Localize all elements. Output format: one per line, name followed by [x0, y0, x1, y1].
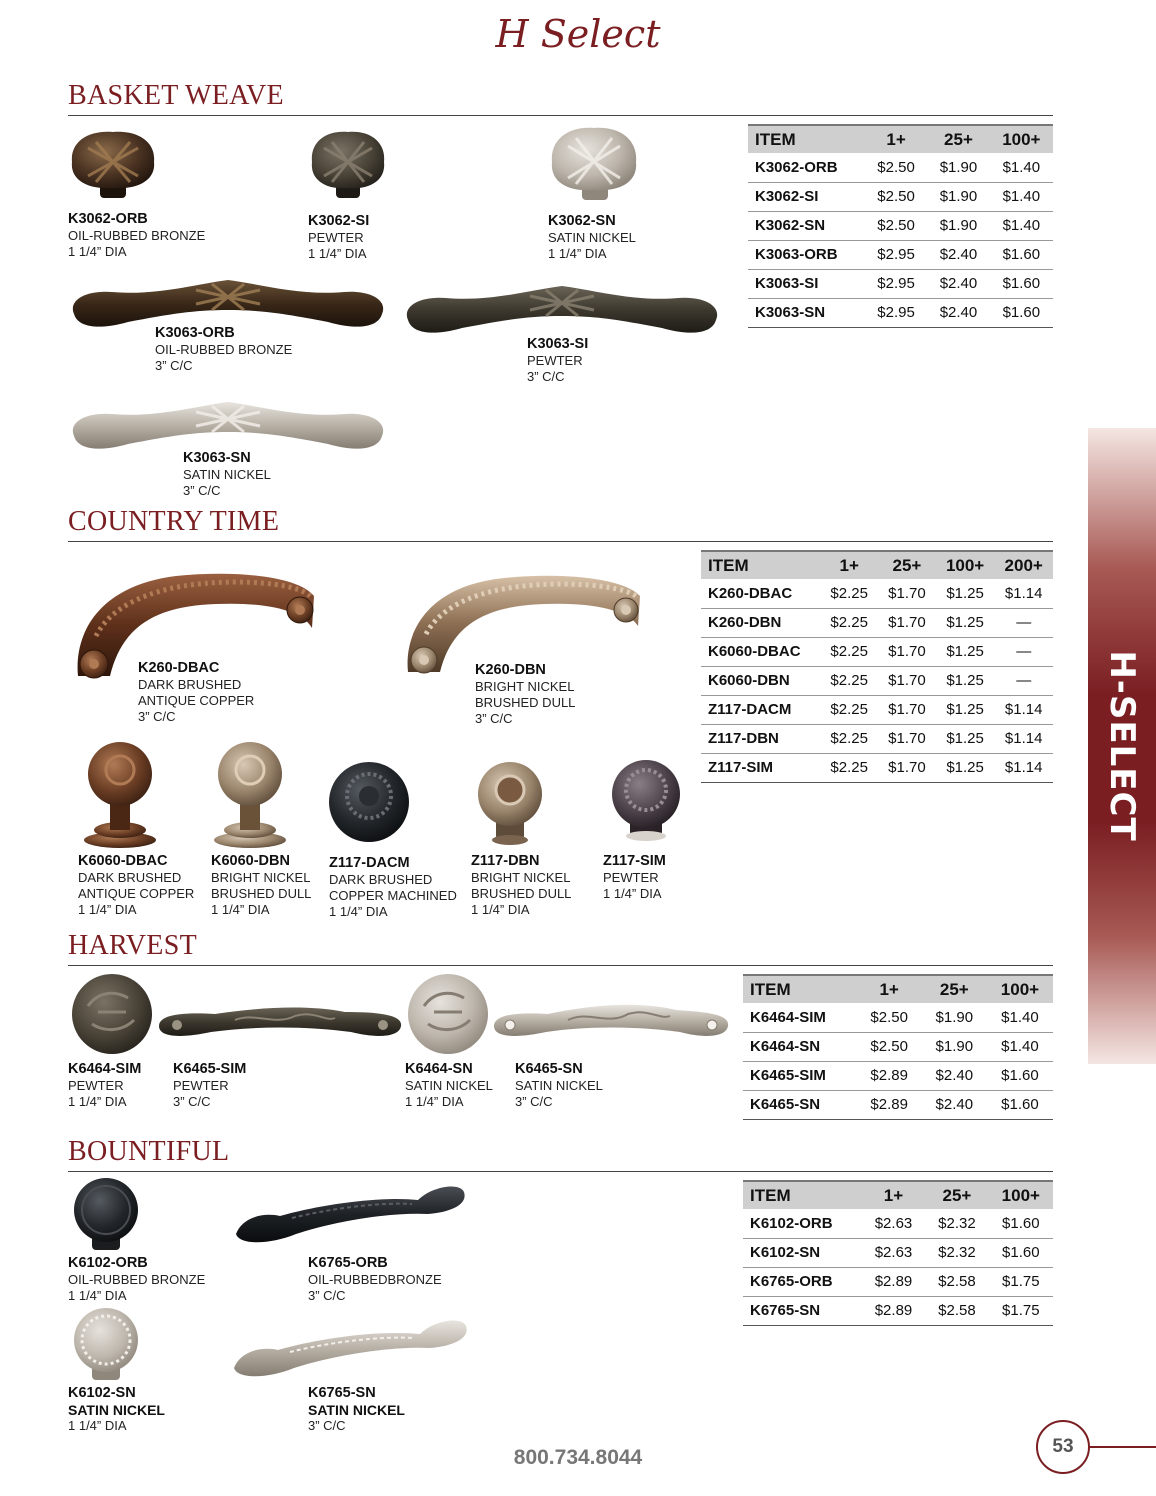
- product-code: K6102-SN: [68, 1385, 136, 1401]
- cell-price: $1.25: [936, 666, 995, 695]
- product-code: K3062-SI: [308, 213, 370, 229]
- section-divider: [68, 1171, 1053, 1172]
- col-header-qty: 25+: [878, 551, 936, 579]
- cell-price: $2.89: [862, 1267, 925, 1296]
- product-code: K6765-SN: [308, 1385, 376, 1401]
- product-size: 3” C/C: [173, 1094, 211, 1109]
- product-code: K6765-ORB: [308, 1255, 388, 1271]
- product-code: K6465-SN: [515, 1061, 583, 1077]
- col-header-qty: 1+: [820, 551, 878, 579]
- cell-price: $2.32: [925, 1209, 988, 1238]
- phone-number: 800.734.8044: [513, 1446, 643, 1469]
- table-row: [743, 1061, 1053, 1090]
- cell-price: $1.90: [922, 1003, 987, 1032]
- cell-item: K6765-SN: [743, 1296, 862, 1325]
- cell-price: $2.89: [857, 1090, 922, 1119]
- product-finish: BRUSHED DULL: [471, 886, 572, 901]
- handle-image-k6465-sn: [490, 992, 734, 1048]
- cell-price: $1.70: [878, 753, 936, 782]
- knob-image-k3062-orb: [68, 128, 158, 208]
- table-row: [748, 182, 1053, 211]
- handle-image-k6465-sim: [155, 996, 407, 1048]
- cell-price: $2.50: [865, 153, 927, 182]
- cell-price: $2.95: [865, 298, 927, 327]
- cell-price: $1.25: [936, 579, 995, 608]
- cell-price: $2.40: [927, 298, 989, 327]
- product-label-k3062-si: [308, 213, 369, 262]
- product-label-k260-dbn: [475, 662, 575, 727]
- knob-image-k6464-sim: [68, 972, 156, 1058]
- cell-price: $1.60: [987, 1090, 1053, 1119]
- product-finish: SATIN NICKEL: [183, 467, 271, 482]
- product-finish: SATIN NICKEL: [308, 1402, 405, 1418]
- section-title-basket-weave: BASKET WEAVE: [68, 80, 284, 111]
- cell-price: —: [994, 666, 1053, 695]
- knob-image-k6060-dbn: [210, 740, 290, 850]
- table-row: [701, 666, 1053, 695]
- cell-price: $1.70: [878, 608, 936, 637]
- product-finish: SATIN NICKEL: [405, 1078, 493, 1093]
- product-label-k260-dbac: [138, 660, 254, 725]
- table-row: [748, 153, 1053, 182]
- col-header-qty: 100+: [989, 1181, 1053, 1209]
- col-header-qty: 1+: [865, 125, 927, 153]
- cell-item: K6765-ORB: [743, 1267, 862, 1296]
- cell-price: —: [994, 637, 1053, 666]
- product-code: Z117-DACM: [329, 855, 410, 871]
- cell-price: $2.25: [820, 637, 878, 666]
- product-code: Z117-DBN: [471, 853, 540, 869]
- product-finish: COPPER MACHINED: [329, 888, 457, 903]
- page-number: 53: [1036, 1420, 1090, 1474]
- cell-item: K3063-SI: [748, 269, 865, 298]
- product-label-k6464-sn: [405, 1061, 493, 1110]
- table-row: [701, 579, 1053, 608]
- col-header-item: ITEM: [748, 125, 865, 153]
- cell-price: $1.70: [878, 666, 936, 695]
- cell-price: $2.50: [857, 1032, 922, 1061]
- product-finish: ANTIQUE COPPER: [138, 693, 255, 708]
- product-code: K6464-SN: [405, 1061, 473, 1077]
- col-header-qty: 100+: [936, 551, 995, 579]
- product-finish: PEWTER: [308, 230, 364, 245]
- cell-price: $1.90: [927, 153, 989, 182]
- product-finish: PEWTER: [603, 870, 659, 885]
- col-header-qty: 25+: [927, 125, 989, 153]
- brand-logo: H Select: [495, 12, 661, 56]
- cell-item: K6464-SIM: [743, 1003, 857, 1032]
- cell-price: $2.50: [865, 182, 927, 211]
- product-size: 3” C/C: [308, 1288, 346, 1303]
- product-label-k3063-orb: [155, 325, 292, 374]
- product-size: 1 1/4” DIA: [471, 902, 530, 917]
- cell-price: $1.25: [936, 695, 995, 724]
- product-size: 1 1/4” DIA: [78, 902, 137, 917]
- product-finish: BRUSHED DULL: [211, 886, 312, 901]
- cell-price: $1.14: [994, 695, 1053, 724]
- cell-price: $2.40: [927, 240, 989, 269]
- product-finish: PEWTER: [527, 353, 583, 368]
- section-divider: [68, 541, 1053, 542]
- product-label-k6465-sn: [515, 1061, 603, 1110]
- product-size: 1 1/4” DIA: [548, 246, 607, 261]
- product-code: Z117-SIM: [603, 853, 666, 869]
- product-finish: OIL-RUBBEDBRONZE: [308, 1272, 442, 1287]
- cell-item: K6060-DBN: [701, 666, 820, 695]
- product-finish: DARK BRUSHED: [329, 872, 433, 887]
- cell-item: K260-DBAC: [701, 579, 820, 608]
- product-code: K6102-ORB: [68, 1255, 148, 1271]
- product-size: 3” C/C: [155, 358, 193, 373]
- product-code: K6060-DBN: [211, 853, 290, 869]
- table-row: [743, 1003, 1053, 1032]
- section-title-country-time: COUNTRY TIME: [68, 506, 280, 537]
- product-label-k3063-sn: [183, 450, 271, 499]
- cell-price: $1.70: [878, 695, 936, 724]
- cell-price: $2.50: [857, 1003, 922, 1032]
- product-code: K3063-SI: [527, 336, 589, 352]
- product-size: 1 1/4” DIA: [68, 244, 127, 259]
- cell-price: $1.40: [987, 1003, 1053, 1032]
- price-table-bountiful: [743, 1180, 1053, 1326]
- cell-price: $2.25: [820, 695, 878, 724]
- product-size: 1 1/4” DIA: [68, 1418, 127, 1433]
- product-label-k6765-orb: [308, 1255, 442, 1304]
- cell-price: $2.95: [865, 240, 927, 269]
- cell-item: K3062-SI: [748, 182, 865, 211]
- cell-price: $2.25: [820, 608, 878, 637]
- product-code: K6465-SIM: [173, 1061, 247, 1077]
- cell-price: $1.70: [878, 724, 936, 753]
- product-label-k6102-sn: [68, 1385, 165, 1434]
- product-size: 3” C/C: [138, 709, 176, 724]
- cell-price: $2.25: [820, 579, 878, 608]
- product-finish: OIL-RUBBED BRONZE: [68, 228, 206, 243]
- cell-price: $1.75: [989, 1267, 1053, 1296]
- product-code: K3063-ORB: [155, 325, 235, 341]
- table-row: [743, 1209, 1053, 1238]
- handle-image-k6765-orb: [232, 1178, 468, 1250]
- cell-item: K6102-SN: [743, 1238, 862, 1267]
- product-size: 3” C/C: [475, 711, 513, 726]
- cell-price: $1.40: [990, 182, 1053, 211]
- product-finish: SATIN NICKEL: [515, 1078, 603, 1093]
- product-finish: BRUSHED DULL: [475, 695, 576, 710]
- product-finish: DARK BRUSHED: [78, 870, 182, 885]
- product-label-k6060-dbn: [211, 853, 311, 918]
- cell-price: $2.40: [922, 1061, 987, 1090]
- knob-image-z117-sim: [604, 756, 688, 846]
- product-label-k3062-orb: [68, 211, 205, 260]
- table-row: [743, 1296, 1053, 1325]
- product-code: K260-DBN: [475, 662, 546, 678]
- product-finish: PEWTER: [68, 1078, 124, 1093]
- product-label-k6765-sn: [308, 1385, 405, 1434]
- product-finish: PEWTER: [173, 1078, 229, 1093]
- cell-price: $2.50: [865, 211, 927, 240]
- table-row: [748, 211, 1053, 240]
- cell-item: K260-DBN: [701, 608, 820, 637]
- section-divider: [68, 115, 1053, 116]
- product-size: 1 1/4” DIA: [68, 1288, 127, 1303]
- product-size: 1 1/4” DIA: [603, 886, 662, 901]
- product-size: 1 1/4” DIA: [211, 902, 270, 917]
- knob-image-z117-dbn: [470, 758, 550, 848]
- col-header-qty: 25+: [925, 1181, 988, 1209]
- cell-price: $1.40: [987, 1032, 1053, 1061]
- product-code: K6060-DBAC: [78, 853, 168, 869]
- product-code: K3062-SN: [548, 213, 616, 229]
- cell-price: $2.32: [925, 1238, 988, 1267]
- cell-price: $2.89: [857, 1061, 922, 1090]
- cell-item: K6465-SN: [743, 1090, 857, 1119]
- cell-price: $2.58: [925, 1267, 988, 1296]
- cell-item: K6464-SN: [743, 1032, 857, 1061]
- product-code: K6464-SIM: [68, 1061, 142, 1077]
- product-size: 3” C/C: [527, 369, 565, 384]
- cell-price: $2.40: [927, 269, 989, 298]
- cell-price: $1.90: [927, 211, 989, 240]
- cell-item: K6102-ORB: [743, 1209, 862, 1238]
- table-row: [748, 269, 1053, 298]
- cell-item: K3062-SN: [748, 211, 865, 240]
- page-number-line: [1086, 1446, 1156, 1448]
- col-header-qty: 25+: [922, 975, 987, 1003]
- price-table-basket-weave: [748, 124, 1053, 328]
- col-header-qty: 1+: [857, 975, 922, 1003]
- cell-item: K6060-DBAC: [701, 637, 820, 666]
- product-size: 3” C/C: [308, 1418, 346, 1433]
- cell-price: $1.60: [990, 240, 1053, 269]
- cell-price: $1.60: [987, 1061, 1053, 1090]
- table-row: [701, 608, 1053, 637]
- cell-price: $2.95: [865, 269, 927, 298]
- knob-image-k3062-sn: [546, 124, 642, 210]
- cell-price: $1.14: [994, 753, 1053, 782]
- handle-image-k6765-sn: [230, 1312, 470, 1384]
- cell-price: $1.14: [994, 724, 1053, 753]
- cell-price: $1.25: [936, 753, 995, 782]
- product-size: 3” C/C: [183, 483, 221, 498]
- side-tab-label: H-SELECT: [1102, 650, 1142, 842]
- cell-price: $2.25: [820, 666, 878, 695]
- section-title-bountiful: BOUNTIFUL: [68, 1136, 230, 1167]
- table-row: [743, 1238, 1053, 1267]
- price-table-harvest: [743, 974, 1053, 1120]
- product-size: 1 1/4” DIA: [308, 246, 367, 261]
- cell-item: K3062-ORB: [748, 153, 865, 182]
- col-header-qty: 200+: [994, 551, 1053, 579]
- cell-item: Z117-DACM: [701, 695, 820, 724]
- table-row: [701, 724, 1053, 753]
- cell-price: $1.25: [936, 608, 995, 637]
- cell-price: $1.60: [989, 1209, 1053, 1238]
- col-header-item: ITEM: [743, 1181, 862, 1209]
- cell-price: $1.60: [990, 269, 1053, 298]
- col-header-item: ITEM: [701, 551, 820, 579]
- product-code: K3062-ORB: [68, 211, 148, 227]
- product-code: K3063-SN: [183, 450, 251, 466]
- product-finish: BRIGHT NICKEL: [471, 870, 571, 885]
- col-header-qty: 1+: [862, 1181, 925, 1209]
- table-row: [748, 240, 1053, 269]
- table-row: [748, 298, 1053, 327]
- cell-price: $1.14: [994, 579, 1053, 608]
- table-row: [743, 1267, 1053, 1296]
- product-label-k6060-dbac: [78, 853, 194, 918]
- table-row: [701, 753, 1053, 782]
- knob-image-k6060-dbac: [80, 740, 160, 850]
- product-finish: ANTIQUE COPPER: [78, 886, 195, 901]
- product-finish: OIL-RUBBED BRONZE: [155, 342, 293, 357]
- knob-image-k6464-sn: [404, 972, 492, 1058]
- product-label-k6102-orb: [68, 1255, 205, 1304]
- product-finish: OIL-RUBBED BRONZE: [68, 1272, 206, 1287]
- product-code: K260-DBAC: [138, 660, 220, 676]
- cell-price: $2.89: [862, 1296, 925, 1325]
- section-side-tab: [1088, 428, 1156, 1064]
- product-label-k6465-sim: [173, 1061, 246, 1110]
- product-label-z117-dbn: [471, 853, 571, 918]
- product-finish: DARK BRUSHED: [138, 677, 242, 692]
- knob-image-k6102-sn: [66, 1306, 146, 1386]
- product-finish: SATIN NICKEL: [68, 1402, 165, 1418]
- col-header-qty: 100+: [990, 125, 1053, 153]
- product-label-k3062-sn: [548, 213, 636, 262]
- product-size: 1 1/4” DIA: [329, 904, 388, 919]
- cell-price: $1.60: [989, 1238, 1053, 1267]
- product-size: 1 1/4” DIA: [405, 1094, 464, 1109]
- product-label-z117-sim: [603, 853, 666, 902]
- section-title-harvest: HARVEST: [68, 930, 197, 961]
- section-divider: [68, 965, 1053, 966]
- knob-image-k6102-orb: [66, 1176, 146, 1256]
- cell-price: $1.70: [878, 579, 936, 608]
- knob-image-k3062-si: [308, 128, 388, 208]
- table-row: [701, 637, 1053, 666]
- product-finish: BRIGHT NICKEL: [211, 870, 311, 885]
- product-label-k6464-sim: [68, 1061, 141, 1110]
- cell-price: $1.25: [936, 637, 995, 666]
- cell-item: K3063-SN: [748, 298, 865, 327]
- cell-price: $1.40: [990, 211, 1053, 240]
- cell-item: K6465-SIM: [743, 1061, 857, 1090]
- cell-price: $1.60: [990, 298, 1053, 327]
- product-size: 1 1/4” DIA: [68, 1094, 127, 1109]
- cell-price: $1.40: [990, 153, 1053, 182]
- cell-price: $2.40: [922, 1090, 987, 1119]
- cell-price: $2.58: [925, 1296, 988, 1325]
- cell-price: $2.25: [820, 753, 878, 782]
- cell-price: $2.63: [862, 1209, 925, 1238]
- product-finish: BRIGHT NICKEL: [475, 679, 575, 694]
- cell-price: —: [994, 608, 1053, 637]
- cell-price: $1.75: [989, 1296, 1053, 1325]
- product-label-z117-dacm: [329, 855, 457, 920]
- product-finish: SATIN NICKEL: [548, 230, 636, 245]
- cell-item: Z117-DBN: [701, 724, 820, 753]
- cell-price: $2.63: [862, 1238, 925, 1267]
- col-header-qty: 100+: [987, 975, 1053, 1003]
- cell-item: Z117-SIM: [701, 753, 820, 782]
- col-header-item: ITEM: [743, 975, 857, 1003]
- knob-image-z117-dacm: [326, 758, 412, 848]
- cell-price: $1.70: [878, 637, 936, 666]
- cell-price: $1.90: [922, 1032, 987, 1061]
- cell-price: $1.90: [927, 182, 989, 211]
- table-row: [743, 1032, 1053, 1061]
- table-row: [701, 695, 1053, 724]
- product-label-k3063-si: [527, 336, 588, 385]
- price-table-country-time: [701, 550, 1053, 783]
- cell-price: $1.25: [936, 724, 995, 753]
- cell-price: $2.25: [820, 724, 878, 753]
- product-size: 3” C/C: [515, 1094, 553, 1109]
- cell-item: K3063-ORB: [748, 240, 865, 269]
- table-row: [743, 1090, 1053, 1119]
